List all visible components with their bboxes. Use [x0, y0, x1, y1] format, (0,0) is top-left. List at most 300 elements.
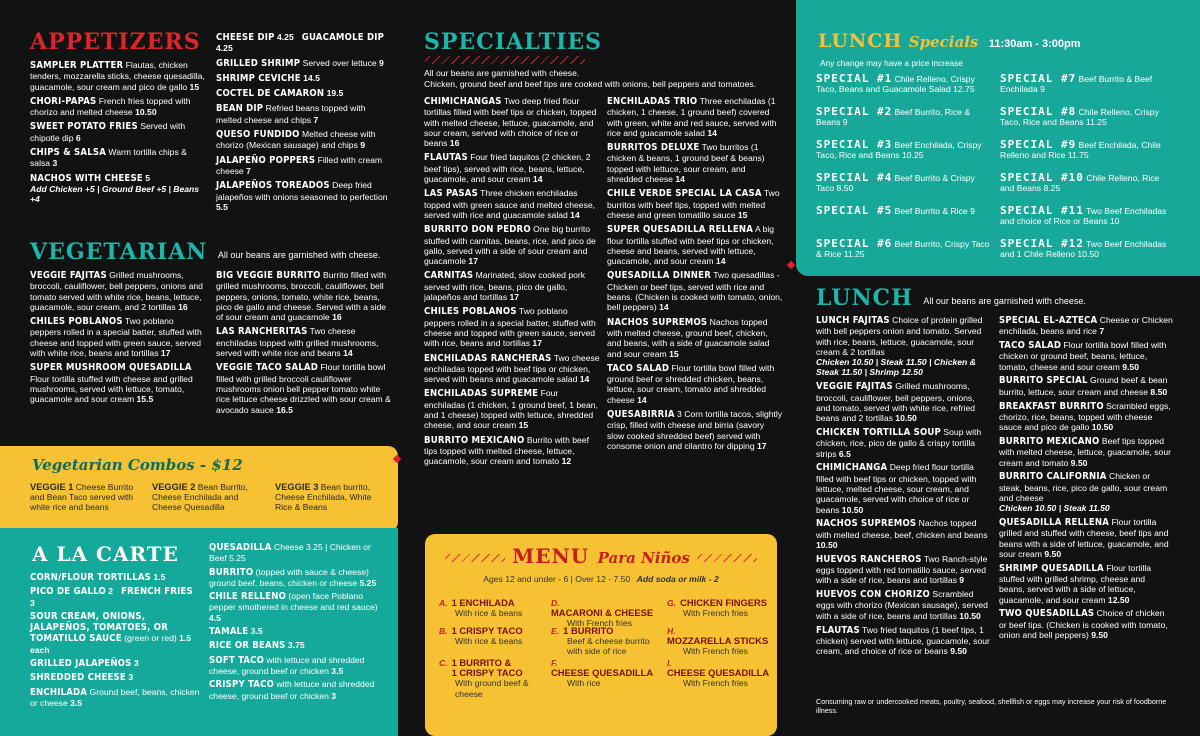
menu-item-name: NACHOS SUPREMOS	[816, 518, 917, 530]
lunch-special-desc: Beef Burrito & Beef Enchilada 9	[1000, 74, 1153, 95]
menu-item-name: SHRIMP QUESADILLA	[999, 562, 1104, 574]
menu-item-price: 3.5	[67, 697, 83, 708]
lunch-special-name: SPECIAL #12	[1000, 237, 1084, 250]
lunch-specials-header	[818, 30, 1081, 52]
menu-item	[607, 96, 783, 138]
menu-item-name: ENCHILADAS TRIO	[607, 96, 698, 107]
menu-item-name: VEGGIE FAJITAS	[30, 270, 107, 281]
kids-item-letter: G.	[667, 598, 677, 608]
menu-item-desc: Flour tortilla grilled and stuffed with cheese, beef tips and beans with a side of lettuce, guacamole, and sour cream	[999, 517, 1169, 559]
menu-item-desc: A big flour tortilla stuffed with beef tips or chicken, cheese and beans, served with lettuce, guacamole, and sour cream	[607, 224, 775, 267]
veg-combo-3	[275, 482, 385, 513]
menu-item-desc: Two quesadillas - Chicken or beef tips, served with rice and beans. (Chicken is cooked with tomato, onion, bell peppers)	[607, 270, 783, 313]
menu-item	[30, 672, 200, 683]
menu-item	[30, 586, 200, 608]
kids-item-desc: With French fries	[683, 608, 748, 619]
menu-item	[607, 317, 783, 359]
menu-item	[999, 375, 1173, 397]
menu-item	[216, 58, 388, 69]
lunch-special-name: SPECIAL #1	[816, 72, 893, 85]
appetizers-col1	[30, 30, 205, 209]
menu-item	[816, 554, 990, 586]
lunch-col2	[999, 315, 1173, 644]
menu-item-price: 2	[105, 586, 114, 597]
menu-item-desc: Scrambled eggs with chorizo (Mexican sausage), served with a side of rice, beans and tortillas	[816, 589, 988, 621]
menu-item	[216, 129, 388, 151]
menu-item-price: 10.50	[892, 413, 917, 424]
menu-item-name: BURRITO SPECIAL	[999, 375, 1088, 387]
lunch-special-desc: Beef Burrito & Crispy Taco 8.50	[816, 173, 975, 194]
menu-item-name: ENCHILADAS RANCHERAS	[424, 352, 552, 364]
veg-combo-2-desc: Bean Burrito, Cheese Enchilada and Cheese Quesadilla	[152, 482, 248, 513]
menu-item	[424, 152, 600, 184]
menu-item-price: 14	[672, 174, 685, 185]
kids-item-letter: A.	[439, 598, 448, 608]
menu-item-price: 3.75	[285, 640, 305, 651]
kids-menu-item	[439, 658, 547, 699]
menu-item-name: NACHOS SUPREMOS	[607, 316, 708, 328]
menu-item-name: BURRITO MEXICANO	[999, 435, 1100, 447]
menu-item-price: 10.50	[132, 107, 157, 118]
lunch-special-item	[1000, 74, 1176, 94]
menu-item	[999, 608, 1173, 640]
menu-item-name: CHIMICHANGA	[816, 462, 888, 474]
menu-item-price: 1.5	[151, 572, 166, 582]
specialties-list-1	[424, 96, 600, 467]
veg-combos-title: Vegetarian Combos - $12	[32, 456, 243, 474]
kids-item-desc: With rice	[567, 678, 601, 689]
menu-item-name: CHILES POBLANOS	[30, 316, 123, 328]
veg-combo-3-name: VEGGIE 3	[275, 482, 319, 492]
menu-item-name: BURRITOS DELUXE	[607, 142, 700, 154]
decor-dot	[787, 261, 795, 269]
appetizers-list-2	[216, 32, 388, 212]
menu-item	[216, 32, 388, 54]
menu-item-price: 15	[666, 348, 679, 359]
menu-item-name: LAS PASAS	[424, 188, 478, 200]
lunch-special-item	[1000, 173, 1176, 193]
menu-item	[999, 563, 1173, 605]
lunch-specials-title2: Specials	[908, 33, 979, 51]
menu-item-price: 15.5	[134, 394, 154, 405]
menu-item-name: BURRITO	[209, 566, 254, 578]
specialties-note: All our beans are garnished with cheese. Chicken, ground beef and beef tips are cooked with onions, bell peppers and tomatoes.	[424, 68, 757, 89]
kids-item-name: 1 BURRITO	[563, 625, 614, 636]
kids-item-name: CHEESE QUESADILLA	[551, 667, 654, 679]
menu-item	[30, 60, 205, 92]
kids-menu-item	[667, 626, 775, 657]
menu-item-desc: Two cheese enchiladas topped with grilled mushrooms, served with white rice and beans	[216, 326, 379, 359]
menu-item	[209, 655, 389, 677]
menu-item	[216, 73, 388, 84]
menu-item-price: 17	[466, 256, 478, 267]
menu-item	[999, 517, 1173, 559]
kids-zigzag-right	[697, 554, 757, 562]
menu-item	[999, 436, 1173, 468]
lunch-header	[816, 286, 1196, 310]
menu-item	[30, 147, 205, 169]
vegetarian-list-1	[30, 270, 205, 405]
menu-item-desc: with lettuce and shredded cheese, ground beef or chicken	[209, 679, 375, 701]
menu-item	[607, 188, 783, 220]
vegetarian-col1	[30, 270, 205, 409]
kids-item-desc: With French fries	[567, 618, 632, 629]
menu-item-name: BEAN DIP	[216, 103, 264, 115]
menu-item	[30, 687, 200, 709]
menu-item-price: 1.5 each	[30, 633, 192, 655]
kids-zigzag-left	[445, 554, 505, 562]
menu-item-desc: with lettuce and shredded cheese, ground beef or chicken	[209, 654, 365, 676]
specialties-zigzag	[425, 56, 585, 64]
kids-item-letter: H.	[667, 626, 676, 636]
menu-item-price: 9.50	[1119, 361, 1139, 372]
lunch-special-desc: Chile Relleno, Rice and Beans 8.25	[1000, 173, 1160, 194]
menu-item	[209, 679, 389, 701]
menu-item-price: 3	[328, 690, 337, 701]
menu-item-price: 12.50	[1105, 594, 1130, 605]
menu-item	[209, 640, 389, 651]
menu-item	[209, 567, 389, 589]
menu-item-price: 15	[187, 81, 200, 92]
lunch-special-item	[816, 74, 992, 94]
lunch-special-name: SPECIAL #9	[1000, 138, 1077, 151]
menu-item-desc: Flour tortilla bowl filled with chicken or ground beef, beans, lettuce, tomato, cheese and sour cream	[999, 340, 1167, 372]
menu-item-name: RICE OR BEANS	[209, 640, 286, 652]
lunch-special-item	[1000, 206, 1176, 226]
kids-item-letter: I.	[667, 658, 672, 668]
menu-item-name: CARNITAS	[424, 270, 474, 282]
menu-item-price: 14	[530, 174, 543, 185]
menu-item-name: SPECIAL EL-AZTECA	[999, 315, 1098, 326]
menu-item	[816, 381, 990, 423]
lunch-special-item	[816, 206, 992, 216]
menu-item	[424, 388, 600, 430]
menu-item-name: BIG VEGGIE BURRITO	[216, 270, 321, 281]
kids-menu-item	[551, 658, 659, 689]
menu-item-price: 7	[243, 165, 251, 176]
menu-item-price: 3	[50, 158, 58, 169]
menu-item-desc: Two burritos (1 chicken & beans, 1 ground beef & beans) topped with lettuce, sour cream, and shredded cheese	[607, 142, 765, 185]
kids-menu-title: MENU	[512, 544, 590, 568]
menu-item-name: CHIMICHANGAS	[424, 96, 502, 107]
menu-item-name: SWEET POTATO FRIES	[30, 121, 138, 133]
menu-item	[424, 270, 600, 302]
kids-item-desc: With rice & beans	[455, 636, 523, 647]
menu-item-name-2: FRENCH FRIES	[121, 586, 193, 598]
lunch-special-name: SPECIAL #5	[816, 204, 893, 217]
menu-item	[999, 340, 1173, 372]
menu-item-desc: Burrito filled with grilled mushrooms, broccoli, cauliflower, bell peppers, onions, tomato, white rice, beans, pico de gallo and cheese. Served with a side of sour cream and guacamole	[216, 270, 387, 323]
menu-item-desc: Two fried taquitos (1 beef tips, 1 chicken) served with lettuce, guacamole, sour cream, and choice of rice or beans	[816, 624, 990, 657]
menu-item	[424, 96, 600, 148]
menu-item-price: 9.50	[1068, 457, 1088, 468]
lunch-special-desc: Two Beef Enchiladas and choice of Rice or Beans 10	[1000, 206, 1167, 227]
kids-item-desc: With French fries	[683, 646, 748, 657]
menu-item	[816, 589, 990, 621]
lunch-list-2	[999, 315, 1173, 640]
menu-item	[607, 142, 783, 184]
menu-item-name: SHRIMP CEVICHE	[216, 72, 301, 84]
kids-menu-panel	[425, 534, 777, 736]
lunch-special-item	[816, 107, 992, 127]
menu-item-price: 7	[1096, 326, 1105, 337]
menu-item-name: PICO DE GALLO	[30, 586, 106, 598]
menu-item-price: 19.5	[324, 88, 344, 99]
menu-item-desc: Marinated, slow cooked pork served with rice, beans, pico de gallo, jalapeños and tortillas	[424, 270, 586, 303]
menu-item-name: CHORI-PAPAS	[30, 95, 97, 107]
kids-item-desc: With ground beef & cheese	[455, 678, 529, 699]
menu-item-name: SUPER MUSHROOM QUESADILLA	[30, 362, 192, 374]
menu-item-price: 10.50	[816, 539, 838, 550]
menu-item-desc: French fries topped with chorizo and melted cheese	[30, 95, 191, 118]
veg-combo-1	[30, 482, 145, 513]
menu-item	[816, 462, 990, 514]
veg-combo-1-name: VEGGIE 1	[30, 482, 74, 492]
menu-item-price: 14	[634, 394, 647, 405]
menu-item-price: 14	[567, 209, 580, 220]
menu-item-name: SAMPLER PLATTER	[30, 60, 124, 71]
menu-item	[424, 435, 600, 467]
menu-item-price: 14	[340, 348, 353, 359]
lunch-subtitle: All our beans are garnished with cheese.	[923, 295, 1086, 306]
menu-item	[30, 270, 205, 312]
menu-item-extra: Add Chicken +5 | Ground Beef +5 | Beans +4	[30, 183, 200, 205]
menu-item	[424, 353, 600, 385]
menu-item	[30, 362, 205, 404]
menu-item-price: 9.50	[947, 646, 967, 657]
menu-item-desc: Flour tortilla bowl filled with ground beef or shredded chicken, beans, lettuce, sour cream, tomato and shredded cheese	[607, 362, 775, 405]
kids-menu-item	[439, 626, 547, 646]
a-la-carte-title: A LA CARTE	[32, 542, 179, 566]
lunch-special-name: SPECIAL #10	[1000, 171, 1084, 184]
menu-item-desc: Four enchiladas (1 chicken, 1 ground beef, 1 bean, and 1 cheese) topped with lettuce, shredded cheese, and sour cream	[424, 388, 598, 431]
menu-item-extra: Chicken 10.50 | Steak 11.50	[999, 503, 1110, 514]
lunch-title: LUNCH	[816, 285, 913, 311]
menu-item-name: HUEVOS CON CHORIZO	[816, 589, 930, 601]
lunch-specials-panel	[796, 0, 1200, 276]
specialties-col2	[607, 96, 783, 455]
vegetarian-col2	[216, 270, 391, 419]
menu-item-name: FLAUTAS	[424, 152, 468, 164]
menu-item-desc: Three enchiladas (1 chicken, 1 cheese, 1 ground beef) covered with green, white and red sauce, served with rice and guacamole salad	[607, 96, 777, 138]
menu-item	[30, 316, 205, 358]
menu-item-price: 9.50	[1041, 548, 1062, 559]
menu-item	[216, 103, 388, 125]
menu-item-extra: Chicken 10.50 | Steak 11.50 | Chicken & Steak 11.50 | Shrimp 12.50	[816, 357, 976, 378]
appetizers-title: APPETIZERS	[30, 29, 201, 55]
menu-item-price: 3.5	[248, 626, 263, 637]
menu-item	[209, 542, 389, 564]
menu-item-desc: Two cheese enchiladas topped with beef tips or chicken, served with beans and guacamole salad	[424, 352, 600, 385]
veg-combo-2-name: VEGGIE 2	[152, 482, 196, 492]
menu-item-desc: (topped with sauce & cheese) ground beef, beans, chicken or cheese	[209, 566, 369, 588]
menu-item-desc: Deep fried jalapeños with onions seasoned to perfection	[216, 180, 388, 202]
menu-item-name: SOUR CREAM, ONIONS, JALAPEÑOS, TOMATOES, OR TOMATILLO SAUCE	[30, 610, 168, 645]
lunch-special-desc: Chile Relleno, Crispy Taco, Beans and Guacamole Salad 12.75	[816, 74, 975, 95]
menu-item-name: JALAPEÑOS TOREADOS	[216, 180, 330, 192]
lunch-special-item	[816, 140, 992, 160]
menu-item-desc: Warm tortilla chips & salsa	[30, 147, 187, 169]
menu-item-desc: Ground beef, beans, chicken or cheese	[30, 686, 200, 708]
kids-item-name: MOZZARELLA STICKS	[667, 635, 769, 647]
menu-item-price: 17	[158, 348, 171, 359]
menu-item	[999, 471, 1173, 513]
menu-item-desc: Four fried taquitos (2 chicken, 2 beef tips), served with rice, beans, lettuce, guacamole, and sour cream	[424, 152, 591, 185]
veg-combo-1-desc: Cheese Burrito and Bean Taco served with white rice and beans	[30, 482, 134, 513]
lunch-special-item	[816, 239, 992, 259]
menu-item-desc: Two burritos with beef tips, topped with melted cheese and green tomatillo sauce	[607, 188, 780, 220]
menu-item-desc: Cheese or Chicken enchilada, beans and rice	[999, 315, 1173, 337]
menu-item	[424, 224, 600, 266]
menu-item-price: 9	[357, 140, 366, 151]
menu-item-price: 4.25	[274, 32, 294, 42]
kids-menu-item	[551, 626, 659, 657]
menu-item-price: 9	[956, 575, 965, 586]
menu-item-name: TWO QUESADILLAS	[999, 608, 1095, 620]
menu-item-desc: Nachos topped with melted cheese, beef, chicken and beans	[816, 518, 988, 540]
vegetarian-subtitle: All our beans are garnished with cheese.	[217, 249, 381, 260]
menu-item-desc: Burrito with beef tips topped with melted cheese, lettuce, guacamole, sour cream and tomato	[424, 434, 589, 467]
menu-item-name: CHILE VERDE SPECIAL LA CASA	[607, 188, 762, 200]
menu-item-desc: Melted cheese with chorizo (Mexican sausage) and chips	[216, 129, 376, 151]
menu-item-name: SHREDDED CHEESE	[30, 672, 126, 684]
kids-item-letter: E.	[551, 626, 560, 636]
menu-item-price-2: 4.25	[216, 43, 233, 54]
vegetarian-title: VEGETARIAN	[30, 239, 208, 265]
menu-item	[424, 306, 600, 348]
kids-menu-title2: Para Niños	[597, 549, 690, 567]
menu-item-price: 14	[656, 302, 669, 313]
menu-item	[216, 180, 388, 212]
menu-item	[216, 326, 391, 358]
menu-item	[216, 155, 388, 177]
menu-item	[30, 96, 205, 118]
kids-menu-item	[667, 658, 775, 689]
menu-item-desc: Refried beans topped with melted cheese and chips	[216, 103, 366, 125]
menu-item-desc: Flour tortilla bowl filled with grilled broccoli cauliflower mushrooms onion bell pepper tomato white rice lettuce cheese drizzled with sour cream & avocado sauce	[216, 362, 391, 415]
menu-item-desc: Beef tips topped with melted cheese, lettuce, guacamole, sour cream and tomato	[999, 435, 1171, 468]
a-la-carte-panel	[0, 528, 398, 736]
appetizers-col2	[216, 32, 388, 216]
menu-item-price: 14	[704, 127, 717, 138]
menu-item-name: BURRITO DON PEDRO	[424, 224, 531, 236]
menu-item	[816, 625, 990, 657]
kids-item-desc: With French fries	[683, 678, 748, 689]
menu-item-desc: (open face Poblano pepper smothered in cheese and red sauce)	[209, 591, 378, 613]
menu-item	[30, 572, 200, 583]
vegetarian-list-2	[216, 270, 391, 415]
menu-item-name: COCTEL DE CAMARON	[216, 88, 325, 100]
menu-item-name: LAS RANCHERITAS	[216, 326, 308, 338]
menu-item-price: 9	[376, 57, 384, 68]
menu-item-name: CHICKEN TORTILLA SOUP	[816, 426, 942, 438]
lunch-special-name: SPECIAL #6	[816, 237, 893, 250]
menu-item-price: 9.50	[1088, 630, 1108, 641]
menu-item-price: 10.50	[956, 610, 981, 621]
kids-item-letter: D.	[551, 598, 560, 608]
menu-item	[30, 658, 200, 669]
kids-menu-drinks: Add soda or milk - 2	[636, 574, 719, 584]
menu-item-name: HUEVOS RANCHEROS	[816, 553, 922, 565]
menu-item-price: 10.50	[1089, 422, 1114, 433]
menu-item-desc: 3 Corn tortilla tacos, slightly crisp, filled with cheese and birria (savory slow cooked shredded beef) served with consome onion and cilantro for dipping	[607, 409, 783, 451]
kids-item-desc: Beef & cheese burrito with side of rice	[567, 636, 650, 657]
kids-menu-item	[667, 598, 775, 618]
kids-item-name: CHEESE QUESADILLA	[667, 667, 770, 679]
menu-item-desc: Ground beef & bean burrito, lettuce, sour cream and cheese	[999, 375, 1168, 397]
menu-item-price: 14	[577, 374, 590, 385]
a-la-carte-list-2	[209, 542, 389, 704]
lunch-list-1	[816, 315, 990, 656]
menu-item-price: 17	[530, 338, 542, 349]
menu-item-price: 3.5	[328, 665, 344, 676]
menu-item-price: 16.5	[273, 404, 293, 415]
menu-item-name: BURRITO CALIFORNIA	[999, 471, 1107, 483]
menu-item-name: CHILE RELLENO	[209, 591, 287, 603]
lunch-specials-hours: 11:30am - 3:00pm	[988, 38, 1081, 50]
menu-item	[816, 315, 990, 378]
menu-item-name: CORN/FLOUR TORTILLAS	[30, 572, 152, 583]
veg-combo-3-desc: Bean burrito, Cheese Enchilada, White Rice & Beans	[275, 482, 372, 513]
menu-item-desc: Two poblano peppers rolled in a special batter, stuffed with cheese and topped with green sauce, served with white rice, beans and tortillas	[30, 316, 202, 359]
menu-item-price: 15	[516, 420, 529, 431]
menu-item-price: 17	[754, 440, 767, 451]
menu-item	[216, 88, 388, 99]
food-safety-footer: Consuming raw or undercooked meats, poultry, seafood, shellfish or eggs may increase your risk of foodborne illness.	[816, 697, 1167, 715]
lunch-special-desc: Beef Enchilada, Chile Relleno and Rice 11.75	[1000, 140, 1161, 161]
menu-item-name: SOFT TACO	[209, 654, 265, 666]
lunch-special-item	[816, 173, 992, 193]
menu-item-desc: Two deep fried flour tortillas filled with beef tips or chicken, topped with melted cheese, lettuce, guacamole, and sour cream, served with choice of rice or beans	[424, 96, 597, 149]
lunch-col1	[816, 315, 990, 660]
lunch-special-desc: Two Beef Enchiladas and 1 Chile Relleno 10.50	[1000, 239, 1167, 260]
lunch-specials-title: LUNCH	[818, 30, 903, 52]
menu-item-price: 3	[125, 672, 134, 683]
menu-item-desc: Soup with chicken, rice, pico de gallo & crispy tortilla strips	[816, 426, 982, 459]
menu-item-price: 7	[311, 114, 319, 125]
menu-item-price: 10.50	[839, 504, 864, 515]
lunch-special-item	[1000, 107, 1176, 127]
menu-item	[209, 626, 389, 637]
menu-item	[999, 315, 1173, 337]
kids-item-name: CHICKEN FINGERS	[680, 597, 768, 608]
menu-item	[607, 409, 783, 451]
menu-item	[30, 121, 205, 143]
menu-item-name: VEGGIE TACO SALAD	[216, 362, 319, 374]
specialties-col1	[424, 96, 600, 471]
lunch-specials-note: Any change may have a price increase	[820, 58, 963, 68]
kids-item-name: MACARONI & CHEESE	[551, 607, 654, 619]
menu-item-desc: Nachos topped with melted cheese, ground beef, chicken, and beans, with a side of guacamole salad and sour cream	[607, 316, 770, 359]
menu-item-name: CHIPS & SALSA	[30, 147, 107, 159]
menu-item-desc: Flour tortilla stuffed with cheese and grilled mushrooms, served with lettuce, tomato, guacamole and sour cream	[30, 373, 193, 405]
menu-item-desc: Chicken or steak, beans, rice, pico de gallo, sour cream and cheese	[999, 471, 1168, 503]
menu-item-price: 17	[507, 292, 520, 303]
menu-item-price: 16	[175, 301, 188, 312]
menu-item-desc: Two Ranch-style eggs topped with red tomatillo sauce, served with a side of rice, beans and tortillas	[816, 553, 988, 586]
menu-item-name: SUPER QUESADILLA RELLENA	[607, 224, 754, 236]
kids-menu-ages: Ages 12 and under - 6 | Over 12 - 7.50	[483, 574, 631, 584]
menu-item	[816, 427, 990, 459]
menu-item	[216, 270, 391, 322]
menu-item-name: CHEESE DIP	[216, 32, 275, 43]
menu-item-desc: Served over lettuce	[300, 57, 377, 68]
specialties-title: SPECIALTIES	[424, 29, 603, 55]
menu-item-desc: Flour tortilla stuffed with grilled shrimp, cheese and beans, served with a side of lettuce, guacamole, and sour cream	[999, 562, 1152, 605]
lunch-special-name: SPECIAL #3	[816, 138, 893, 151]
menu-item	[216, 362, 391, 414]
menu-item-name: ENCHILADAS SUPREME	[424, 388, 539, 400]
